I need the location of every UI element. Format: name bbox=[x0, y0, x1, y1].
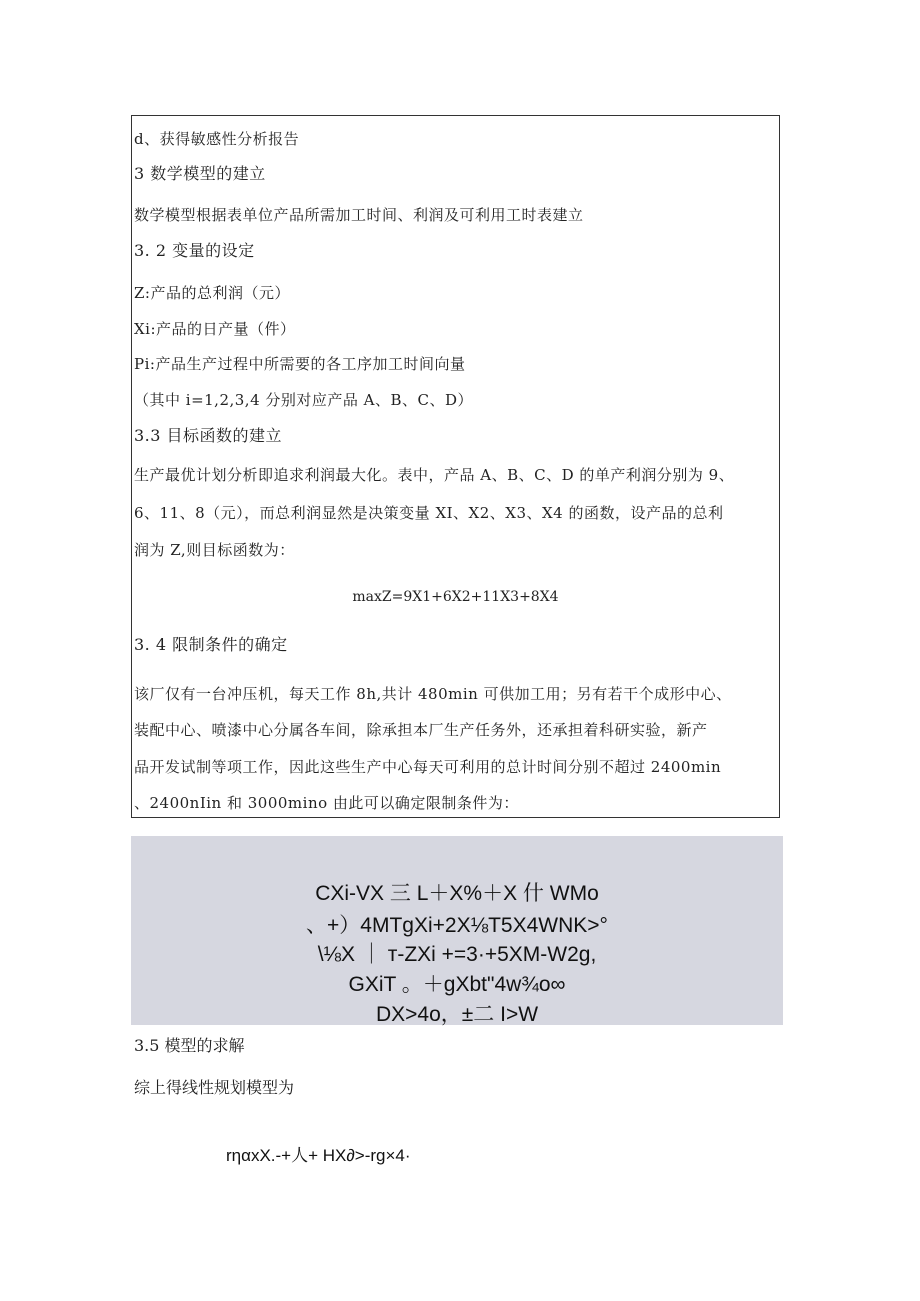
constraint-line: CXi-VX 三 L＋X%＋X 什 WMo bbox=[315, 882, 599, 905]
text-line: 生产最优计划分析即追求利润最大化。表中，产品 A、B、C、D 的单产利润分别为 9、 bbox=[134, 466, 735, 484]
section-heading: 3.3 目标函数的建立 bbox=[134, 426, 283, 445]
text-line: d、获得敏感性分析报告 bbox=[134, 130, 300, 148]
text-line: 综上得线性规划模型为 bbox=[134, 1078, 295, 1097]
constraint-line: DX>4o，±二 I>W bbox=[375, 1003, 539, 1026]
text-line: Xi:产品的日产量（件） bbox=[134, 320, 296, 338]
section-heading: 3. 2 变量的设定 bbox=[134, 241, 255, 260]
section-heading: 3. 4 限制条件的确定 bbox=[134, 635, 288, 654]
constraints-block bbox=[131, 836, 783, 1025]
text-line: 、2400nIin 和 3000mino 由此可以确定限制条件为： bbox=[134, 794, 519, 812]
text-line: 该厂仅有一台冲压机，每天工作 8h,共计 480min 可供加工用；另有若干个成形中心、 bbox=[134, 685, 732, 703]
text-line: （其中 i=1,2,3,4 分别对应产品 A、B、C、D） bbox=[134, 391, 474, 409]
section-heading: 3 数学模型的建立 bbox=[134, 164, 266, 183]
objective-function: maxZ=9X1+6X2+11X3+8X4 bbox=[352, 589, 559, 605]
text-line: 品开发试制等项工作，因此这些生产中心每天可利用的总计时间分别不超过 2400min bbox=[134, 758, 722, 776]
text-line: 数学模型根据表单位产品所需加工时间、利润及可利用工时表建立 bbox=[134, 206, 584, 224]
constraint-line: 、+）4MTgXi+2X⅛T5X4WNK>° bbox=[306, 914, 608, 937]
constraint-line: GXiT 。＋gXbt"4w¾o∞ bbox=[348, 973, 566, 996]
text-line: 装配中心、喷漆中心分属各车间，除承担本厂生产任务外，还承担着科研实验，新产 bbox=[134, 721, 708, 739]
text-line: Pi:产品生产过程中所需要的各工序加工时间向量 bbox=[134, 355, 466, 373]
section-heading: 3.5 模型的求解 bbox=[134, 1036, 245, 1055]
text-line: 6、11、8（元），而总利润显然是决策变量 XI、X2、X3、X4 的函数，设产品的总利 bbox=[134, 504, 724, 522]
lp-model-formula: rηαxX.-+人+ HX∂>-rg×4· bbox=[226, 1146, 411, 1165]
constraint-line: \⅛X ｜ т-ZXi +=3·+5XM-W2g, bbox=[317, 943, 597, 966]
text-line: 润为 Z,则目标函数为： bbox=[134, 541, 295, 559]
text-line: Z:产品的总利润（元） bbox=[134, 284, 290, 302]
